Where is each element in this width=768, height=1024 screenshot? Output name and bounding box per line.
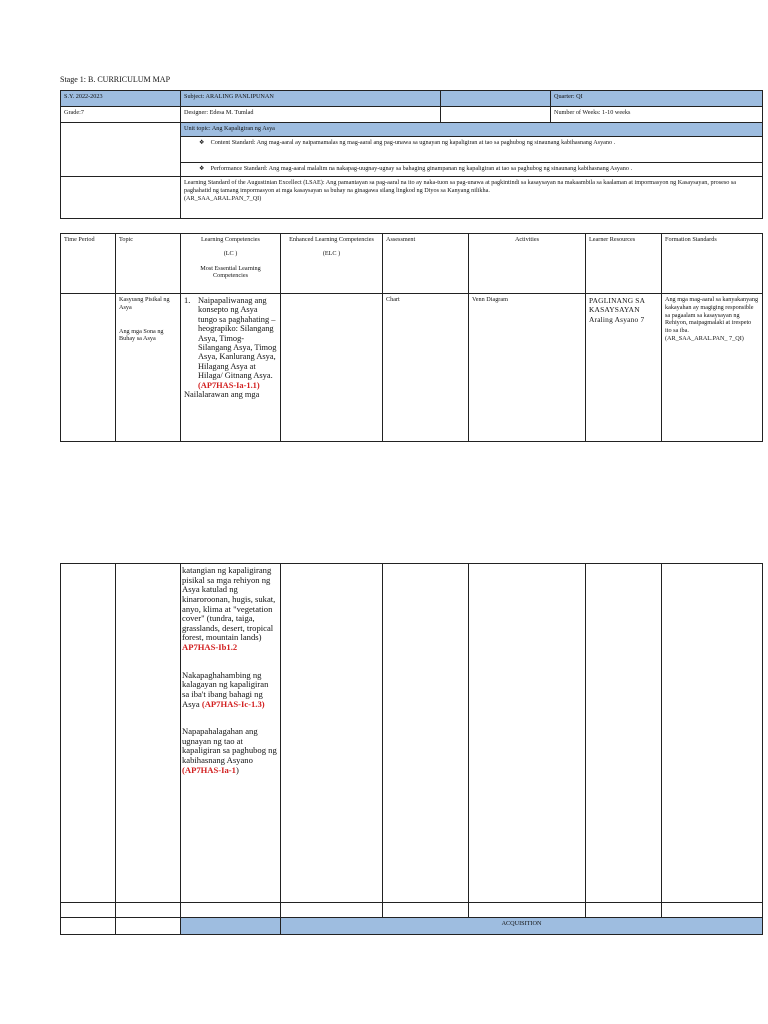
performance-standard-row: [181, 163, 763, 177]
competency-table-continued: [60, 563, 763, 935]
competency-code: (AP7HAS-Ia-1: [182, 764, 236, 775]
competency-cell: 1. Naipapaliwanag ang konsepto ng Asya tungo sa paghahating – heograpiko: Silangang Asya, Timog-Silangang Asya, Timog Asya, Kanlurang Asya, Hilagang Asya at Hilaga/ Gitnang Asya. (AP7HAS-Ia-1.1) Nailalarawan ang mga: [181, 294, 281, 442]
unit-topic: Unit topic: Ang Kapaligiran ng Asya: [181, 123, 763, 137]
competency-code: (AP7HAS-Ic-1.3): [201, 698, 265, 709]
competency-code: AP7HAS-Ib1.2: [182, 642, 238, 652]
col-time-period: Time Period: [61, 234, 116, 294]
acquisition-bar: ACQUISITION: [281, 918, 763, 935]
topic-cell: Kasyusng Pisikal ng Asya Ang mga Sona ng Buhay sa Asya: [116, 294, 181, 442]
performance-standard: Performance Standard: Ang mag-aaral malalim na nakapag-uugnay-ugnay sa bahaging ginampanan ng kapaligiran at tao sa paghubog ng sinaunang kabihasnang Asyano .: [210, 165, 633, 172]
resources-cell: PAGLINANG SA KASAYSAYAN Araling Asyano 7: [586, 294, 662, 442]
competency-code: (AP7HAS-Ia-1.1): [198, 380, 260, 390]
assessment-cell: Chart: [383, 294, 469, 442]
school-year: S.Y. 2022-2023: [61, 91, 181, 107]
learning-standard-code: (AR_SAA_ARAL.PAN_7_QI): [184, 194, 262, 202]
col-enhanced-competencies: Enhanced Learning Competencies (ELC ): [281, 234, 383, 294]
activity-cell: Venn Diagram: [469, 294, 586, 442]
content-standard: Content Standard: Ang mag-aaral ay naipamamalas ng mag-aaral ang pag-unawa sa ugnayan ng kapaligiran at tao sa paghubog ng sinaunang kabihasnang Asyano .: [210, 139, 616, 146]
designer: Designer: Edesa M. Tumlad: [181, 107, 441, 123]
content-standard-row: [181, 137, 763, 163]
stage-label: Stage 1: B. CURRICULUM MAP: [60, 75, 171, 84]
col-topic: Topic: [116, 234, 181, 294]
diamond-bullet-icon: ❖: [199, 139, 205, 146]
col-formation-standards: Formation Standards: [662, 234, 763, 294]
competency-table: [60, 233, 763, 442]
competency-continued-cell: katangian ng kapaligirang pisikal sa mga rehiyon ng Asya katulad ng kinaroroonan, hugis, sukat, anyo, klima at "vegetation cover" (tundra, taiga, grasslands, desert, tropical forest, mountain lands) AP7HAS-Ib1.2 Nakapaghahambing ng kalagayan ng kapaligiran sa iba't ibang bahagi ng Asya (AP7HAS-Ic-1.3) Napapahalagahan ang ugnayan ng tao at kapaligiran sa paghubog ng kabihasnang Asyano (AP7HAS-Ia-1): [181, 564, 281, 903]
learning-standard: Learning Standard of the Augustinian Excellect (LSAE): Ang pamantayan sa pag-aaral na ito ay naka-tuon sa pag-unawa at pagkintindi sa kasaysayan na makaambila sa kaalaman at impormasyon ng Kasaysayan, proseso sa paghahatid ng tamang impormasyon at mga kasaysayan sa buhay na ginagawa silang lingkod ng Diyos sa Kanyang nilikha. (AR_SAA_ARAL.PAN_7_QI): [181, 177, 763, 219]
col-learner-resources: Learner Resources: [586, 234, 662, 294]
col-activities: Activities: [469, 234, 586, 294]
diamond-bullet-icon: ❖: [199, 165, 205, 172]
grade: Grade:7: [61, 107, 181, 123]
curriculum-header-table: [60, 90, 763, 219]
col-learning-competencies: Learning Competencies (LC ) Most Essential Learning Competencies: [181, 234, 281, 294]
col-assessment: Assessment: [383, 234, 469, 294]
quarter: Quarter: QI: [551, 91, 763, 107]
subject: Subject: ARALING PANLIPUNAN: [181, 91, 441, 107]
number-of-weeks: Number of Weeks: 1-10 weeks: [551, 107, 763, 123]
formation-cell: Ang mga mag-aaral sa kanyakanyang kakayahan ay magiging responsible sa pagaalam sa kasaysayan ng Rehiyon, maipagmalaki at irespeto ito sa iba. (AR_SAA_ARAL.PAN_ 7_QI): [662, 294, 763, 442]
